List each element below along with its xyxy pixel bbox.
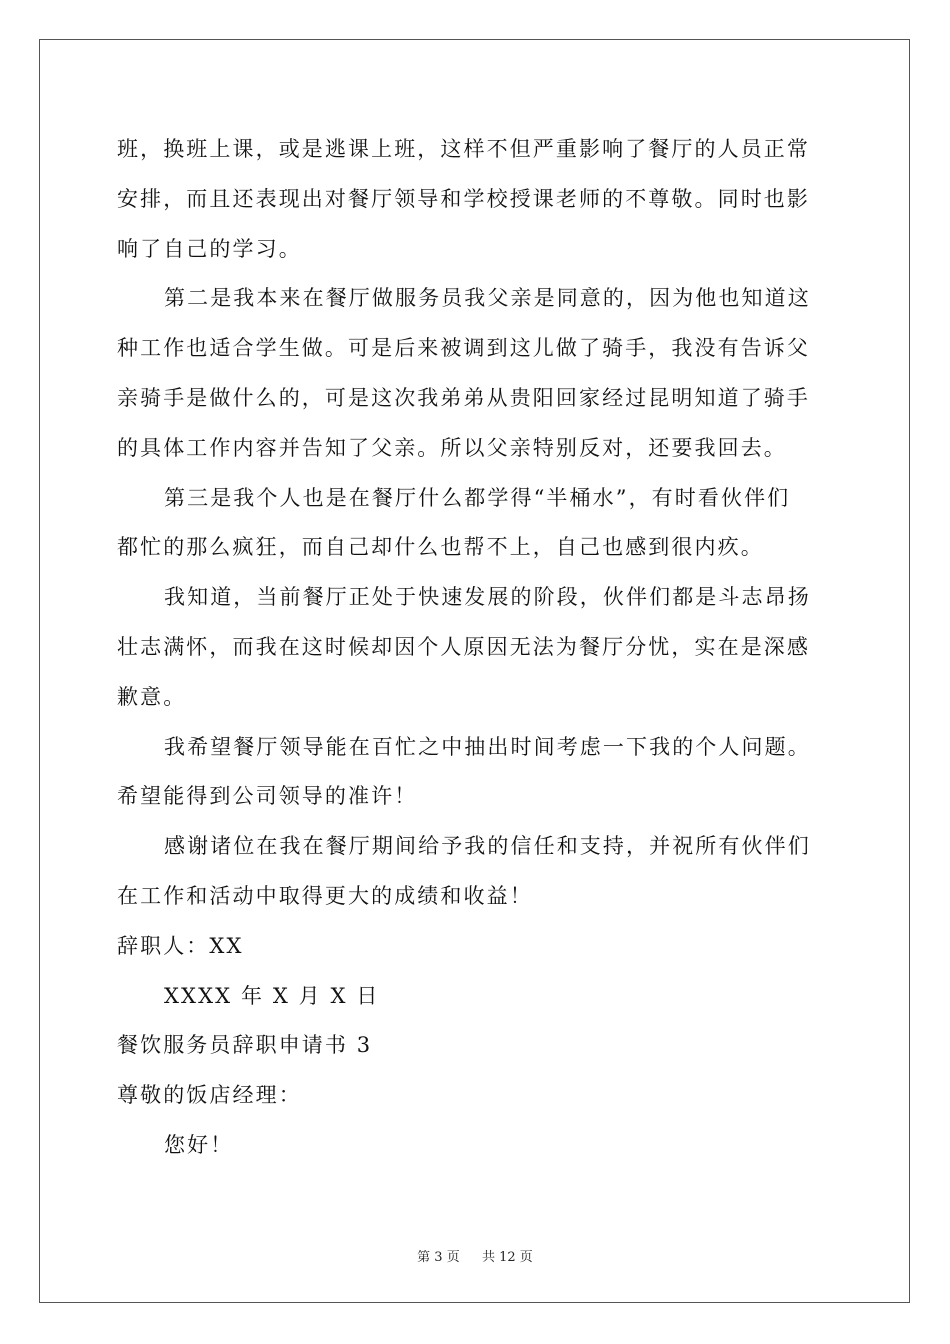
text-line: 响了自己的学习。 (117, 236, 302, 261)
text-line: 希望能得到公司领导的准许！ (117, 784, 418, 809)
total-pages: 共 12 页 (482, 1250, 533, 1265)
text-line: 种工作也适合学生做。可是后来被调到这儿做了骑手，我没有告诉父 (117, 336, 810, 361)
text-line: 餐饮服务员辞职申请书 3 (117, 1033, 373, 1058)
page-footer (0, 1246, 950, 1265)
text-line: 歉意。 (117, 684, 187, 709)
text-line: 的具体工作内容并告知了父亲。所以父亲特别反对，还要我回去。 (117, 435, 787, 460)
text-line: 第二是我本来在餐厅做服务员我父亲是同意的，因为他也知道这 (164, 286, 811, 311)
paragraph (117, 1121, 837, 1171)
text-line: 您好！ (164, 1132, 234, 1157)
paragraph (117, 822, 837, 922)
text-line: 第三是我个人也是在餐厅什么都学得“半桶水”，有时看伙伴们 (164, 485, 791, 510)
paragraph (117, 723, 837, 823)
text-line: 在工作和活动中取得更大的成绩和收益！ (117, 883, 533, 908)
paragraph (117, 274, 837, 473)
paragraph (117, 1021, 837, 1071)
text-line: XXXX 年 X 月 X 日 (164, 983, 380, 1008)
text-line: 我希望餐厅领导能在百忙之中抽出时间考虑一下我的个人问题。 (164, 734, 811, 759)
text-line: 都忙的那么疯狂，而自己却什么也帮不上，自己也感到很内疚。 (117, 535, 764, 560)
paragraph (117, 972, 837, 1022)
text-line: 安排，而且还表现出对餐厅领导和学校授课老师的不尊敬。同时也影 (117, 186, 810, 211)
text-line: 壮志满怀，而我在这时候却因个人原因无法为餐厅分忧，实在是深感 (117, 634, 810, 659)
paragraph (117, 922, 837, 972)
paragraph (117, 474, 837, 574)
text-line: 感谢诸位在我在餐厅期间给予我的信任和支持，并祝所有伙伴们 (164, 834, 811, 859)
document-body (117, 125, 837, 1171)
text-line: 辞职人：XX (117, 933, 244, 958)
text-line: 亲骑手是做什么的，可是这次我弟弟从贵阳回家经过昆明知道了骑手 (117, 385, 810, 410)
text-line: 尊敬的饭店经理： (117, 1083, 302, 1108)
paragraph (117, 1071, 837, 1121)
paragraph (117, 125, 837, 274)
text-line: 班，换班上课，或是逃课上班，这样不但严重影响了餐厅的人员正常 (117, 137, 810, 161)
paragraph (117, 573, 837, 722)
text-line: 我知道，当前餐厅正处于快速发展的阶段，伙伴们都是斗志昂扬 (164, 585, 811, 610)
page-number: 第 3 页 (417, 1250, 460, 1265)
